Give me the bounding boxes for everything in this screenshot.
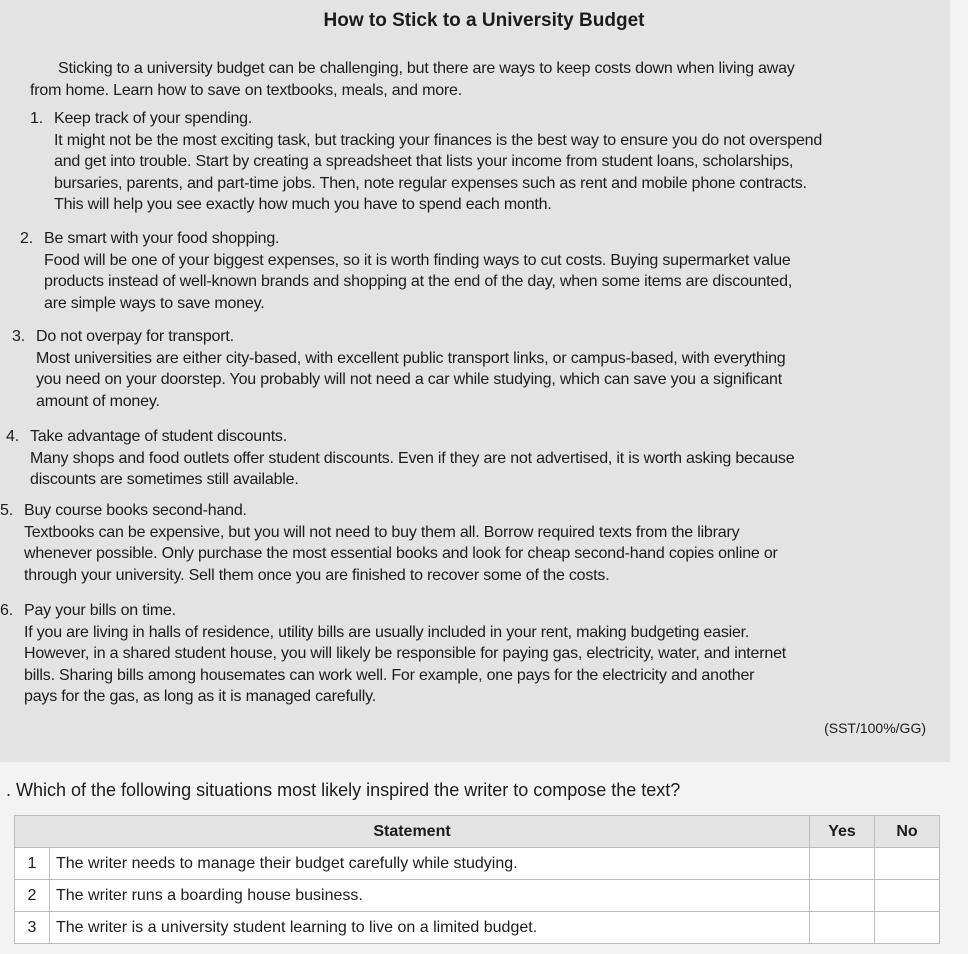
item-heading-text: Be smart with your food shopping.: [44, 230, 280, 247]
item-body-line: bills. Sharing bills among housemates can work well. For example, one pays for the electricity and another: [24, 666, 755, 684]
item-heading-text: Take advantage of student discounts.: [30, 428, 287, 445]
question-text: . Which of the following situations most likely inspired the writer to compose the text?: [6, 780, 681, 800]
list-item: [0, 500, 778, 586]
item-number: 5.: [0, 502, 13, 519]
item-body-line: This will help you see exactly how much you have to spend each month.: [54, 196, 552, 213]
no-cell[interactable]: [875, 848, 940, 880]
item-body-line: whenever possible. Only purchase the most essential books and look for cheap second-hand copies online or: [24, 545, 778, 562]
table-row: [15, 848, 940, 880]
item-heading: [0, 600, 786, 622]
item-body-line: bursaries, parents, and part-time jobs. Then, note regular expenses such as rent and mobile phone contracts.: [54, 174, 807, 192]
item-body-line: through your university. Sell them once you are finished to recover some of the costs.: [24, 566, 610, 584]
yes-cell[interactable]: [810, 880, 875, 912]
item-body-line: If you are living in halls of residence, utility bills are usually included in your rent, making budgeting easier.: [24, 623, 750, 641]
item-body-line: are simple ways to save money.: [44, 294, 265, 312]
item-body-line: It might not be the most exciting task, but tracking your finances is the best way to ensure you do not overspend: [54, 131, 823, 149]
row-statement: The writer is a university student learning to live on a limited budget.: [50, 912, 810, 944]
list-item: [20, 228, 792, 314]
no-cell[interactable]: [875, 880, 940, 912]
item-heading: [0, 500, 778, 522]
list-item: [12, 326, 786, 412]
source-note: (SST/100%/GG): [824, 720, 926, 736]
item-number: 1.: [30, 110, 43, 127]
item-number: 4.: [6, 428, 19, 445]
article-title: How to Stick to a University Budget: [323, 10, 645, 31]
item-body-line: Food will be one of your biggest expenses, so it is worth finding ways to cut costs. Buying supermarket value: [44, 251, 791, 269]
item-body-line: and get into trouble. Start by creating a spreadsheet that lists your income from student loans, scholarships,: [54, 153, 794, 170]
table-header-row: [15, 816, 940, 848]
item-body-line: products instead of well-known brands and shopping at the end of the day, when some items are discounted,: [44, 273, 793, 290]
no-cell[interactable]: [875, 912, 940, 944]
intro-line: from home. Learn how to save on textbooks, meals, and more.: [30, 81, 462, 99]
item-heading: [30, 108, 822, 130]
item-body-line: amount of money.: [36, 392, 160, 410]
list-item: [30, 108, 822, 216]
row-number: 3: [15, 912, 50, 944]
yes-cell[interactable]: [810, 912, 875, 944]
header-yes: Yes: [810, 816, 875, 848]
row-number: 2: [15, 880, 50, 912]
item-heading-text: Do not overpay for transport.: [36, 328, 234, 345]
item-heading: [12, 326, 786, 348]
item-body-line: discounts are sometimes still available.: [30, 471, 299, 488]
item-body-line: However, in a shared student house, you will likely be responsible for paying gas, electricity, water, and internet: [24, 645, 787, 662]
answer-table: [14, 815, 940, 944]
intro-paragraph: [30, 58, 795, 101]
item-heading-text: Buy course books second-hand.: [24, 502, 247, 519]
item-body-line: Most universities are either city-based, with excellent public transport links, or campus-based, with everything: [36, 349, 786, 367]
row-statement: The writer needs to manage their budget carefully while studying.: [50, 848, 810, 880]
item-body-line: you need on your doorstep. You probably will not need a car while studying, which can save you a significant: [36, 371, 782, 388]
table-row: [15, 912, 940, 944]
row-number: 1: [15, 848, 50, 880]
item-heading: [6, 426, 794, 448]
item-number: 3.: [12, 328, 25, 345]
table-row: [15, 880, 940, 912]
item-heading-text: Keep track of your spending.: [54, 110, 253, 127]
row-statement: The writer runs a boarding house business.: [50, 880, 810, 912]
list-item: [6, 426, 794, 491]
intro-line: Sticking to a university budget can be challenging, but there are ways to keep costs down when living away: [58, 60, 795, 77]
item-body-line: Many shops and food outlets offer student discounts. Even if they are not advertised, it is worth asking because: [30, 449, 795, 467]
item-number: 6.: [0, 602, 13, 619]
item-heading-text: Pay your bills on time.: [24, 602, 176, 619]
item-body-line: pays for the gas, as long as it is managed carefully.: [24, 688, 376, 705]
item-body-line: Textbooks can be expensive, but you will not need to buy them all. Borrow required texts from the library: [24, 523, 740, 541]
item-heading: [20, 228, 792, 250]
item-number: 2.: [20, 230, 33, 247]
header-no: No: [875, 816, 940, 848]
header-statement: Statement: [15, 816, 810, 848]
list-item: [0, 600, 786, 708]
yes-cell[interactable]: [810, 848, 875, 880]
